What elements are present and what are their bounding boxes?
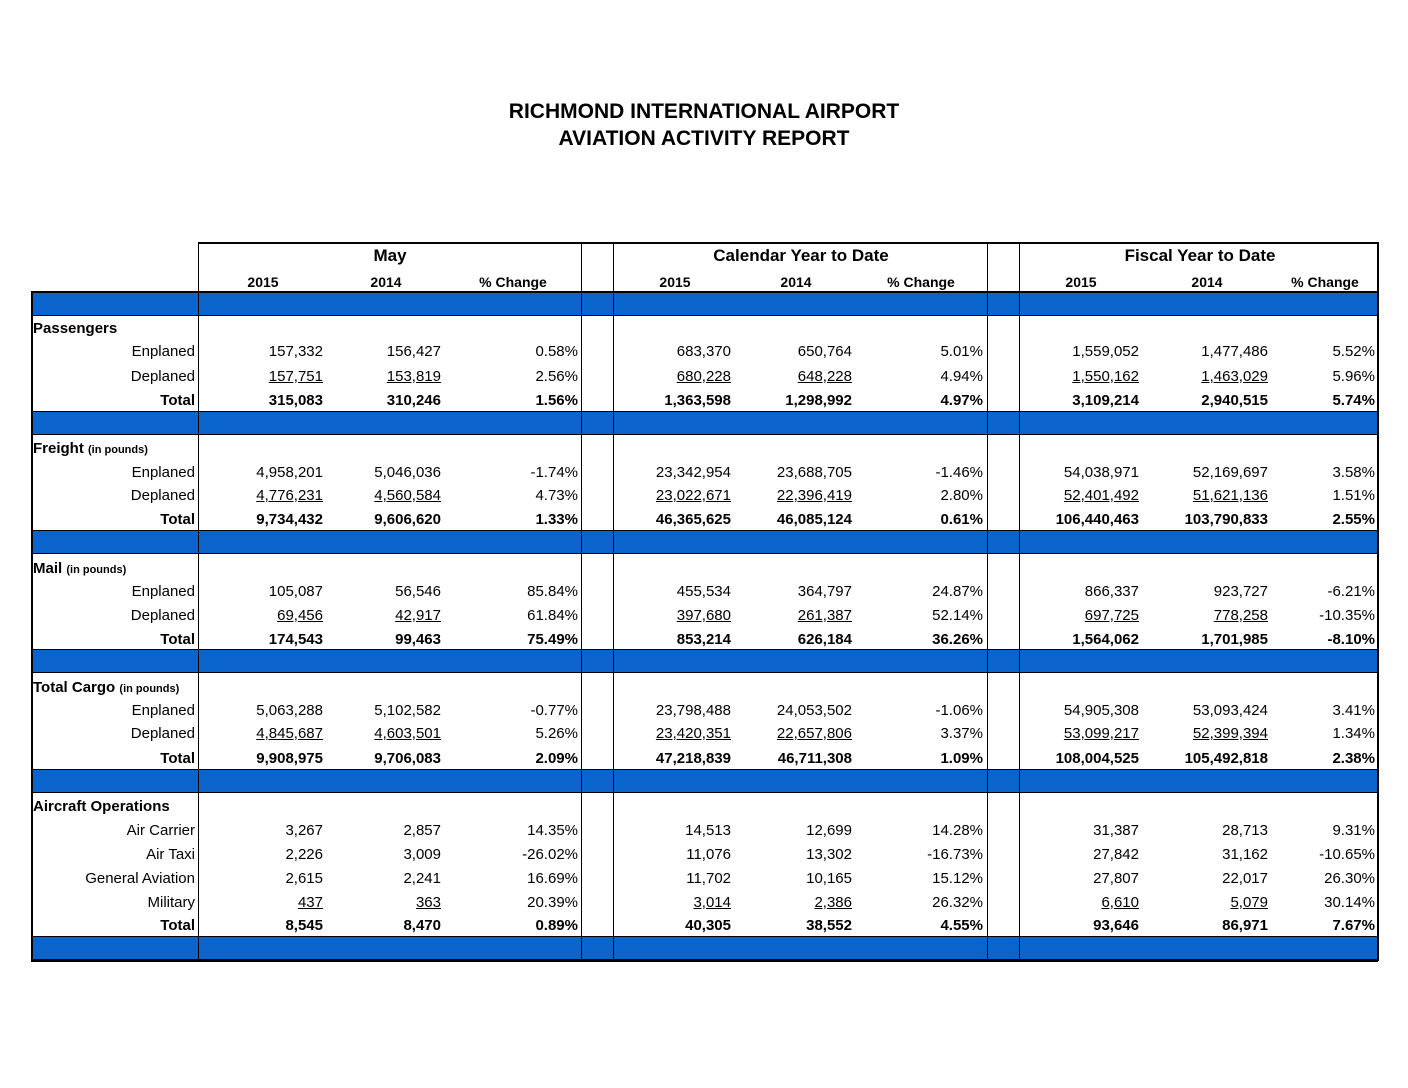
column-header-3: 2015 [659, 274, 691, 290]
column-group-0: May [373, 246, 407, 265]
table-cell: 86,971 [1222, 917, 1268, 934]
band-top-line-2 [31, 530, 1378, 531]
table-cell: 9,706,083 [374, 750, 441, 767]
band-bottom-line-0 [31, 315, 1378, 316]
table-cell: 11,702 [686, 870, 731, 887]
table-cell: 9,606,620 [374, 511, 441, 528]
table-cell: 1,559,052 [1072, 343, 1139, 360]
table-cell: 1.33% [535, 511, 578, 528]
table-cell: 11,076 [686, 846, 731, 863]
table-cell: 46,365,625 [655, 511, 731, 528]
column-divider-6 [1377, 242, 1379, 961]
column-group-1: Calendar Year to Date [713, 246, 889, 265]
blue-band-0 [31, 293, 1378, 315]
band-bottom-line-5 [31, 959, 1378, 960]
table-cell: 2.56% [535, 368, 578, 385]
row-label: Total [160, 750, 195, 767]
table-cell: 51,621,136 [1192, 487, 1268, 504]
row-label: General Aviation [85, 870, 195, 887]
column-divider-1 [198, 242, 199, 961]
row-label: Enplaned [131, 702, 195, 719]
table-cell: 38,552 [806, 917, 852, 934]
table-cell: 626,184 [797, 631, 852, 648]
table-cell: 46,085,124 [776, 511, 852, 528]
blue-band-4 [31, 770, 1378, 792]
table-cell: 23,342,954 [655, 464, 731, 481]
table-cell: 5.52% [1332, 343, 1375, 360]
table-cell: 23,420,351 [655, 725, 731, 742]
table-cell: 52,401,492 [1063, 487, 1139, 504]
table-cell: 108,004,525 [1055, 750, 1139, 767]
blue-band-1 [31, 412, 1378, 434]
table-cell: 923,727 [1213, 583, 1268, 600]
table-cell: 1,298,992 [785, 392, 852, 409]
column-header-2: % Change [479, 274, 547, 290]
table-cell: 5.74% [1332, 392, 1375, 409]
table-cell: 5,079 [1230, 894, 1268, 911]
table-cell: 105,087 [268, 583, 323, 600]
table-cell: 2,241 [403, 870, 441, 887]
section-name: Passengers [33, 320, 118, 337]
table-cell: 2.55% [1332, 511, 1375, 528]
table-cell: 8,545 [285, 917, 323, 934]
table-cell: 8,470 [403, 917, 441, 934]
table-cell: 5.01% [940, 343, 983, 360]
column-divider-2 [581, 242, 582, 961]
table-cell: 7.67% [1332, 917, 1375, 934]
column-header-8: % Change [1291, 274, 1359, 290]
table-cell: 23,798,488 [655, 702, 731, 719]
table-cell: 61.84% [527, 607, 578, 624]
table-cell: 1.56% [535, 392, 578, 409]
table-cell: 2,940,515 [1201, 392, 1268, 409]
table-cell: 3.37% [940, 725, 983, 742]
table-cell: 2,615 [285, 870, 323, 887]
table-cell: 648,228 [797, 368, 852, 385]
table-cell: 455,534 [676, 583, 731, 600]
table-cell: 103,790,833 [1184, 511, 1268, 528]
table-cell: 93,646 [1093, 917, 1139, 934]
table-cell: 4,560,584 [374, 487, 441, 504]
section-unit: (in pounds) [66, 564, 127, 576]
table-cell: 4,958,201 [256, 464, 323, 481]
section-title [33, 797, 170, 817]
table-cell: 15.12% [932, 870, 983, 887]
blue-band-2 [31, 531, 1378, 553]
table-cell: 697,725 [1084, 607, 1139, 624]
section-name: Total Cargo [33, 679, 116, 696]
table-cell: 363 [415, 894, 441, 911]
row-label: Deplaned [130, 487, 195, 504]
table-cell: 157,751 [268, 368, 323, 385]
table-cell: 14.28% [932, 822, 983, 839]
table-cell: 261,387 [797, 607, 852, 624]
table-cell: 5,063,288 [256, 702, 323, 719]
table-cell: 24.87% [932, 583, 983, 600]
report-title: RICHMOND INTERNATIONAL AIRPORT [508, 100, 900, 123]
table-cell: 3.41% [1332, 702, 1375, 719]
row-label: Total [160, 631, 195, 648]
column-header-0: 2015 [247, 274, 279, 290]
table-cell: 2,386 [814, 894, 852, 911]
column-header-5: % Change [887, 274, 955, 290]
table-cell: 9,734,432 [256, 511, 323, 528]
table-cell: 4,603,501 [374, 725, 441, 742]
table-cell: 315,083 [268, 392, 323, 409]
section-title [33, 439, 148, 460]
table-cell: 1,363,598 [664, 392, 731, 409]
table-cell: 56,546 [395, 583, 441, 600]
table-cell: 2,857 [403, 822, 441, 839]
table-cell: 778,258 [1213, 607, 1268, 624]
table-cell: 866,337 [1084, 583, 1139, 600]
table-cell: 680,228 [676, 368, 731, 385]
band-top-line-0 [31, 292, 1378, 293]
table-cell: 69,456 [277, 607, 323, 624]
table-cell: 153,819 [386, 368, 441, 385]
table-cell: 397,680 [676, 607, 731, 624]
column-divider-3 [613, 242, 614, 961]
table-cell: 4.94% [940, 368, 983, 385]
band-top-line-4 [31, 769, 1378, 770]
column-divider-4 [987, 242, 988, 961]
table-cell: 1.09% [940, 750, 983, 767]
table-cell: 3,109,214 [1072, 392, 1139, 409]
table-cell: -6.21% [1327, 583, 1375, 600]
table-cell: 1,701,985 [1201, 631, 1268, 648]
table-cell: 3,009 [403, 846, 441, 863]
table-cell: 1,477,486 [1201, 343, 1268, 360]
row-label: Deplaned [130, 368, 195, 385]
table-cell: 5.96% [1332, 368, 1375, 385]
table-cell: 22,657,806 [776, 725, 852, 742]
table-cell: 46,711,308 [777, 750, 852, 767]
table-cell: 54,038,971 [1063, 464, 1139, 481]
column-header-7: 2014 [1191, 274, 1223, 290]
table-cell: 9,908,975 [256, 750, 323, 767]
table-cell: 5.26% [535, 725, 578, 742]
table-cell: 40,305 [685, 917, 731, 934]
table-cell: 28,713 [1222, 822, 1268, 839]
table-cell: 14.35% [527, 822, 578, 839]
row-label: Total [160, 392, 195, 409]
table-cell: 437 [297, 894, 323, 911]
table-cell: 23,022,671 [655, 487, 731, 504]
table-cell: 0.61% [940, 511, 983, 528]
column-header-1: 2014 [370, 274, 402, 290]
band-bottom-line-1 [31, 434, 1378, 435]
table-cell: 364,797 [797, 583, 852, 600]
table-cell: 26.32% [932, 894, 983, 911]
table-cell: 2.09% [535, 750, 578, 767]
column-group-2: Fiscal Year to Date [1124, 246, 1276, 265]
section-title [33, 319, 117, 339]
table-cell: 22,396,419 [776, 487, 852, 504]
table-cell: 2,226 [285, 846, 323, 863]
table-cell: 4,845,687 [256, 725, 323, 742]
table-cell: 1,550,162 [1072, 368, 1139, 385]
table-cell: 54,905,308 [1063, 702, 1139, 719]
band-top-line-5 [31, 936, 1378, 937]
report-subtitle: AVIATION ACTIVITY REPORT [558, 127, 850, 150]
table-cell: 1,463,029 [1201, 368, 1268, 385]
blue-band-3 [31, 650, 1378, 672]
table-cell: 24,053,502 [776, 702, 852, 719]
blue-band-5 [31, 937, 1378, 959]
table-cell: 12,699 [806, 822, 852, 839]
table-cell: 683,370 [676, 343, 731, 360]
table-cell: 22,017 [1222, 870, 1268, 887]
table-cell: 20.39% [527, 894, 578, 911]
table-cell: 1.51% [1332, 487, 1375, 504]
table-cell: 4.97% [940, 392, 983, 409]
section-title [33, 678, 179, 699]
table-cell: 23,688,705 [776, 464, 852, 481]
table-cell: 5,102,582 [374, 702, 441, 719]
band-bottom-line-3 [31, 672, 1378, 673]
row-label: Deplaned [130, 725, 195, 742]
row-label: Enplaned [131, 343, 195, 360]
table-cell: 13,302 [806, 846, 852, 863]
table-cell: 3,014 [693, 894, 731, 911]
table-cell: 0.58% [535, 343, 578, 360]
table-cell: 4.73% [535, 487, 578, 504]
section-name: Mail [33, 560, 63, 577]
band-bottom-line-2 [31, 553, 1378, 554]
table-cell: -16.73% [927, 846, 983, 863]
table-cell: 85.84% [527, 583, 578, 600]
section-unit: (in pounds) [119, 683, 180, 695]
table-cell: -8.10% [1327, 631, 1375, 648]
table-cell: -1.46% [935, 464, 983, 481]
table-cell: 105,492,818 [1184, 750, 1268, 767]
table-cell: 16.69% [527, 870, 578, 887]
table-bottom-border [31, 960, 1378, 962]
table-cell: 853,214 [676, 631, 731, 648]
table-cell: 42,917 [395, 607, 441, 624]
row-label: Total [160, 511, 195, 528]
row-label: Enplaned [131, 464, 195, 481]
table-cell: -10.35% [1319, 607, 1375, 624]
table-cell: 31,162 [1222, 846, 1268, 863]
column-divider-0 [31, 291, 33, 961]
table-cell: 5,046,036 [374, 464, 441, 481]
section-title [33, 559, 126, 580]
table-cell: 6,610 [1101, 894, 1139, 911]
section-name: Freight [33, 440, 84, 457]
table-cell: 4,776,231 [256, 487, 323, 504]
table-cell: 99,463 [395, 631, 441, 648]
table-cell: 53,099,217 [1063, 725, 1139, 742]
table-cell: 9.31% [1332, 822, 1375, 839]
table-cell: 52.14% [932, 607, 983, 624]
table-cell: 106,440,463 [1055, 511, 1139, 528]
table-cell: 2.80% [940, 487, 983, 504]
table-cell: 30.14% [1324, 894, 1375, 911]
table-cell: 47,218,839 [655, 750, 731, 767]
table-cell: 157,332 [268, 343, 323, 360]
row-label: Air Carrier [126, 822, 195, 839]
table-cell: 36.26% [932, 631, 983, 648]
table-cell: 10,165 [806, 870, 852, 887]
table-cell: 0.89% [535, 917, 578, 934]
table-cell: 14,513 [685, 822, 731, 839]
table-cell: 1.34% [1332, 725, 1375, 742]
table-cell: 156,427 [386, 343, 441, 360]
table-cell: 174,543 [268, 631, 323, 648]
table-cell: -1.06% [935, 702, 983, 719]
table-cell: 52,169,697 [1192, 464, 1268, 481]
table-cell: 31,387 [1093, 822, 1139, 839]
table-cell: 3,267 [285, 822, 323, 839]
section-name: Aircraft Operations [33, 798, 170, 815]
column-header-6: 2015 [1065, 274, 1097, 290]
table-cell: 3.58% [1332, 464, 1375, 481]
table-cell: 27,842 [1093, 846, 1139, 863]
table-cell: 27,807 [1093, 870, 1139, 887]
row-label: Air Taxi [146, 846, 195, 863]
table-cell: -1.74% [530, 464, 578, 481]
table-cell: 310,246 [386, 392, 441, 409]
band-bottom-line-4 [31, 792, 1378, 793]
row-label: Total [160, 917, 195, 934]
table-cell: 52,399,394 [1192, 725, 1268, 742]
table-cell: 53,093,424 [1192, 702, 1268, 719]
table-cell: -10.65% [1319, 846, 1375, 863]
column-divider-5 [1019, 242, 1020, 961]
table-cell: -0.77% [530, 702, 578, 719]
table-cell: 4.55% [940, 917, 983, 934]
table-cell: 2.38% [1332, 750, 1375, 767]
table-cell: -26.02% [522, 846, 578, 863]
table-cell: 26.30% [1324, 870, 1375, 887]
column-header-4: 2014 [780, 274, 812, 290]
table-top-border [198, 242, 1378, 244]
row-label: Deplaned [130, 607, 195, 624]
section-unit: (in pounds) [88, 444, 148, 456]
band-top-line-1 [31, 411, 1378, 412]
table-cell: 75.49% [527, 631, 578, 648]
table-cell: 1,564,062 [1072, 631, 1139, 648]
table-cell: 650,764 [797, 343, 852, 360]
row-label: Enplaned [131, 583, 195, 600]
row-label: Military [147, 894, 195, 911]
